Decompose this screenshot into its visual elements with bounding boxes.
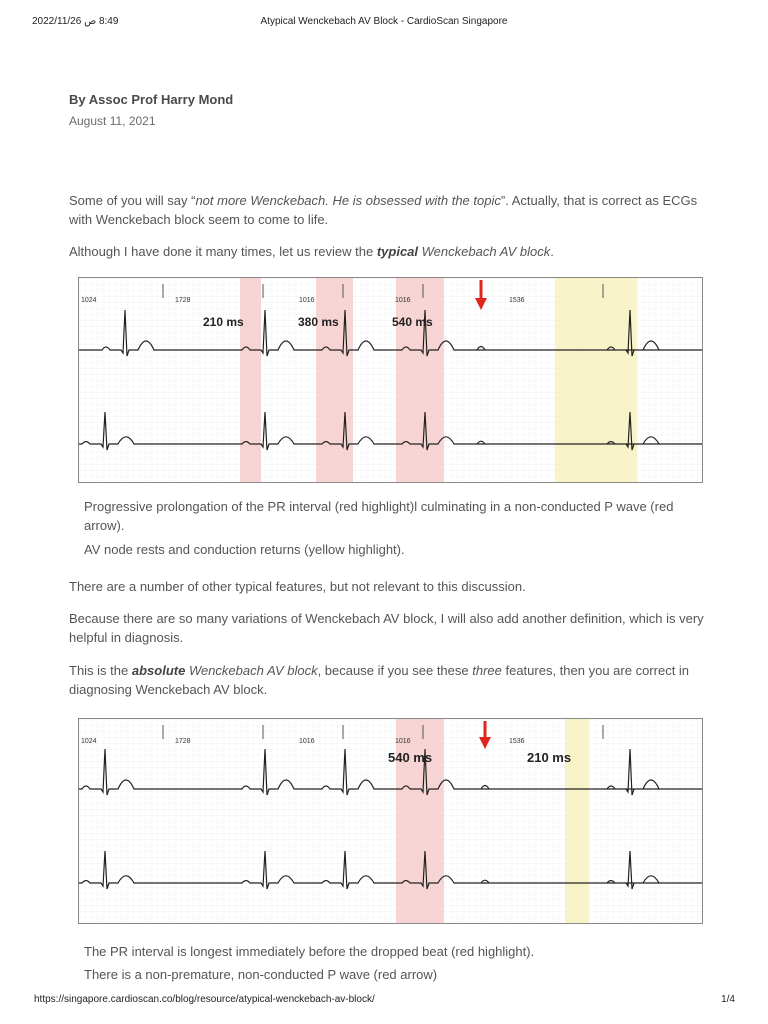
rr-label: 1016 <box>299 738 315 745</box>
pr-label: 210 ms <box>527 750 572 765</box>
conduction-returns-highlight <box>555 278 637 483</box>
absolute-paragraph: This is the absolute Wenckebach AV block, because if you see these three features, then you are correct in diagnosing Wenckebach AV block. <box>69 663 690 697</box>
rr-label: 1536 <box>509 738 525 745</box>
print-page-number: 1/4 <box>721 994 735 1005</box>
rr-label: 1016 <box>395 297 411 304</box>
fig1-bullet-2: AV node rests and conduction returns (yellow highlight). <box>84 542 405 557</box>
ecg-strip-typical <box>79 278 703 483</box>
ecg-strip-absolute <box>79 719 703 924</box>
rr-label: 1016 <box>395 738 411 745</box>
ecg-figure-absolute <box>78 718 703 924</box>
pr-label: 540 ms <box>388 750 433 765</box>
print-url: https://singapore.cardioscan.co/blog/resource/atypical-wenckebach-av-block/ <box>34 994 375 1005</box>
fig2-bullet-2: There is a non-premature, non-conducted P wave (red arrow) <box>84 967 438 982</box>
article-author: By Assoc Prof Harry Mond <box>69 92 234 107</box>
rr-label: 1728 <box>175 297 191 304</box>
intro-paragraph: Some of you will say “not more Wenckebach. He is obsessed with the topic”. Actually, that is correct as ECGs with Wenckebach block seem to come to life. <box>69 193 698 227</box>
print-header <box>0 16 768 32</box>
typical-paragraph: Although I have done it many times, let us review the typical Wenckebach AV block. <box>69 244 554 259</box>
rr-label: 1016 <box>299 297 315 304</box>
rr-label: 1024 <box>81 297 97 304</box>
print-datetime: 8:49 ص 2022/11/26 <box>32 16 119 27</box>
article-date: August 11, 2021 <box>69 114 156 128</box>
print-page-title: Atypical Wenckebach AV Block - CardioScan Singapore <box>260 16 508 27</box>
pr-highlight-3 <box>396 278 444 483</box>
pr-label: 540 ms <box>392 315 433 329</box>
rr-label: 1536 <box>509 297 525 304</box>
rr-label: 1728 <box>175 738 191 745</box>
pr-highlight-2 <box>316 278 353 483</box>
fig2-bullet-1: The PR interval is longest immediately before the dropped beat (red highlight). <box>84 944 535 959</box>
pr-label: 210 ms <box>203 315 244 329</box>
definition-paragraph: Because there are so many variations of Wenckebach AV block, I will also add another definition, which is very helpful in diagnosis. <box>69 611 704 645</box>
typical-features-paragraph: There are a number of other typical features, but not relevant to this discussion. <box>69 579 526 594</box>
rr-label: 1024 <box>81 738 97 745</box>
pr-highlight-1 <box>240 278 261 483</box>
pr-label: 380 ms <box>298 315 339 329</box>
ecg-figure-typical <box>78 277 703 483</box>
fig1-bullet-1: Progressive prolongation of the PR interval (red highlight)l culminating in a non-conducted P wave (red arrow). <box>84 499 674 533</box>
